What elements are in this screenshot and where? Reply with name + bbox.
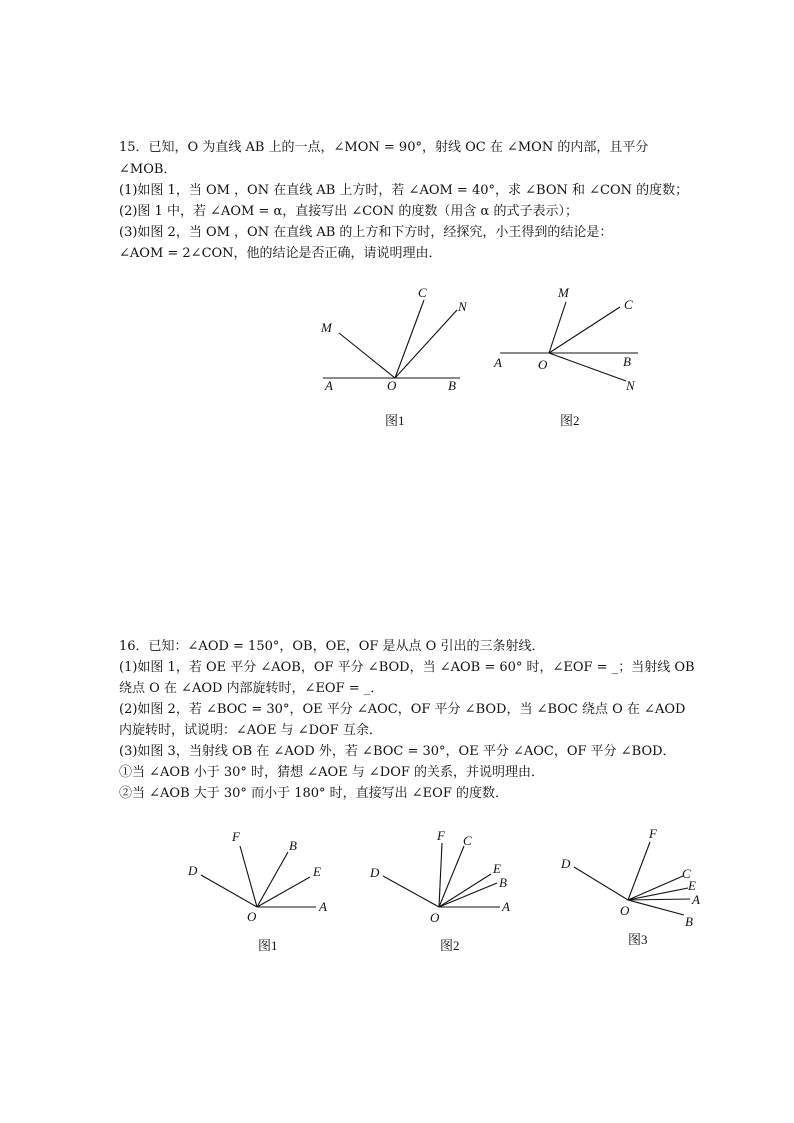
problem15-line-4: (2)图 1 中，若 ∠AOM = α，直接写出 ∠CON 的度数（用含 α 的式子表示）； (119, 204, 578, 219)
p16f3-label-A: A (692, 892, 700, 907)
p16f1-label-F: F (232, 829, 240, 844)
p16f2-label-O: O (430, 910, 440, 925)
problem15-line-6: ∠AOM = 2∠CON，他的结论是否正确，请说明理由． (119, 246, 442, 261)
p16f1-label-A: A (319, 899, 327, 914)
p16f2-label-D: D (370, 865, 380, 880)
p15f2-label-C: C (624, 297, 633, 312)
problem16-line-7: ①当 ∠AOB 小于 30° 时，猜想 ∠AOE 与 ∠DOF 的关系，并说明理由． (119, 765, 545, 780)
p15f1-label-B: B (448, 378, 456, 393)
problem16-line-5: 内旋转时，试说明：∠AOE 与 ∠DOF 互余． (119, 723, 382, 738)
problem16-line-2: (1)如图 1，若 OE 平分 ∠AOB，OF 平分 ∠BOD，当 ∠AOB = 60° 时，∠EOF = _；当射线 OB (119, 660, 695, 675)
problem16-line-1: 16．已知：∠AOD = 150°，OB，OE，OF 是从点 O 引出的三条射线． (119, 639, 545, 654)
p16f1-label-D: D (188, 863, 198, 878)
p15f2-label-N: N (626, 378, 635, 393)
p16f1-label-E: E (313, 864, 321, 879)
p15f2-label-M: M (558, 285, 569, 300)
problem16-line-8: ②当 ∠AOB 大于 30° 而小于 180° 时，直接写出 ∠EOF 的度数． (119, 786, 508, 801)
p15f2-label-A: A (494, 355, 502, 370)
problem16-line-4: (2)如图 2，若 ∠BOC = 30°，OE 平分 ∠AOC，OF 平分 ∠BOD，当 ∠BOC 绕点 O 在 ∠AOD (119, 702, 686, 717)
p16f3-label-E: E (688, 878, 696, 893)
problem15-line-1: 15．已知，O 为直线 AB 上的一点，∠MON = 90°，射线 OC 在 ∠MON 的内部，且平分 (119, 140, 649, 155)
p15f2-label-O: O (538, 357, 548, 372)
p16f3-label-C: C (682, 866, 691, 881)
problem15-line-5: (3)如图 2，当 OM ，ON 在直线 AB 的上方和下方时，经探究，小王得到的结论是： (119, 225, 613, 240)
p16f2-label-B: B (499, 875, 507, 890)
p16f2-label-F: F (437, 828, 445, 843)
p15f1-label-O: O (387, 378, 397, 393)
p16f3-label-F: F (649, 826, 657, 841)
problem15-line-3: (1)如图 1，当 OM ，ON 在直线 AB 上方时，若 ∠AOM = 40°，求 ∠BON 和 ∠CON 的度数； (119, 183, 689, 198)
p16f2-label-C: C (463, 833, 472, 848)
p16f2-label-E: E (493, 861, 501, 876)
p15f1-label-M: M (321, 320, 332, 335)
p15f1-label-C: C (418, 285, 427, 300)
p15f1-caption: 图1 (385, 413, 405, 428)
problem15-line-2: ∠MOB． (119, 162, 177, 177)
p16f3-label-D: D (561, 856, 571, 871)
p16f3-caption: 图3 (628, 932, 648, 947)
p16f1-label-B: B (289, 838, 297, 853)
p16f1-label-O: O (247, 909, 257, 924)
p15f2-caption: 图2 (560, 413, 580, 428)
problem16-line-6: (3)如图 3，当射线 OB 在 ∠AOD 外，若 ∠BOC = 30°，OE 平分 ∠AOC，OF 平分 ∠BOD． (119, 744, 676, 759)
p16f2-label-A: A (502, 899, 510, 914)
p16f3-label-O: O (620, 903, 630, 918)
p15f1-label-A: A (325, 378, 333, 393)
problem16-line-3: 绕点 O 在 ∠AOD 内部旋转时，∠EOF = _． (119, 681, 384, 696)
p16f2-caption: 图2 (440, 938, 460, 953)
p16f1-caption: 图1 (258, 938, 278, 953)
p15f2-label-B: B (623, 354, 631, 369)
p15f1-label-N: N (458, 299, 467, 314)
p16f3-label-B: B (685, 914, 693, 929)
